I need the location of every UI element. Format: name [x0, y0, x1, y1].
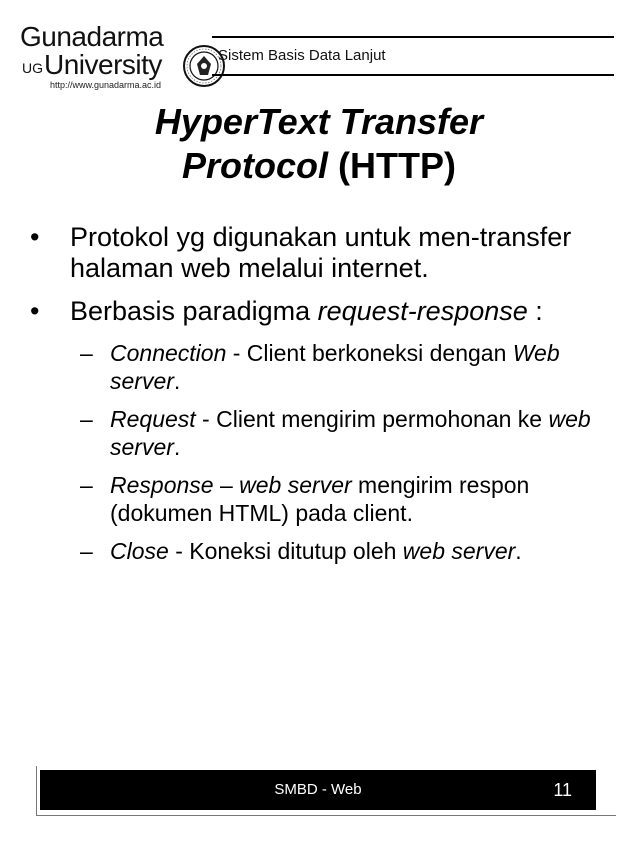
bullet-text-after: : [527, 296, 543, 326]
dash-icon: – [80, 340, 93, 366]
course-title: Sistem Basis Data Lanjut [218, 47, 386, 64]
sub-bullet-italic: web server [239, 472, 352, 498]
header-bar [212, 36, 614, 76]
title-http: (HTTP) [328, 145, 456, 186]
university-logo [20, 22, 210, 94]
bullet-dot-icon: • [30, 296, 40, 326]
logo-url: http://www.gunadarma.ac.id [50, 80, 162, 90]
sub-bullet-item [30, 405, 620, 461]
sub-bullet-italic: Web server [110, 340, 560, 394]
sub-bullet-italic: web server [402, 538, 516, 564]
dash-icon: – [80, 472, 93, 498]
title-line-2 [0, 144, 638, 188]
bullet-italic-text: request-response [317, 296, 528, 326]
dash-icon: – [80, 538, 93, 564]
header-rule-bottom [212, 74, 614, 76]
sub-bullet-end: . [515, 538, 522, 564]
sub-bullet-text: - Client berkoneksi dengan [226, 340, 513, 366]
slide-title [0, 100, 638, 188]
bullet-item [30, 296, 620, 327]
bullet-text: Protokol yg digunakan untuk men-transfer halaman web melalui internet. [70, 222, 572, 283]
dash-icon: – [80, 406, 93, 432]
sub-bullet-end: mengirim respon (dokumen HTML) pada client. [110, 472, 530, 526]
title-line-1: HyperText Transfer [154, 101, 484, 142]
sub-bullet-end: . [173, 434, 181, 460]
sub-bullet-text: - Client mengirim permohonan ke [195, 406, 549, 432]
sub-bullet-item [30, 471, 620, 527]
bullet-dot-icon: • [30, 222, 40, 252]
sub-bullet-text: - Koneksi ditutup oleh [168, 538, 403, 564]
logo-text-university: University [44, 49, 162, 80]
sub-bullet-end: . [173, 368, 181, 394]
page-number: 11 [553, 780, 572, 800]
footer-bar [40, 770, 596, 810]
sub-bullet-text: – [213, 472, 240, 498]
sub-bullet-term: Connection [110, 340, 227, 366]
bullet-text: Berbasis paradigma [70, 296, 318, 326]
sub-bullet-item [30, 537, 620, 565]
title-protocol: Protocol [182, 145, 329, 186]
sub-bullet-term: Close [110, 538, 169, 564]
header-rule-top [212, 36, 614, 38]
logo-text-gunadarma: Gunadarma [20, 21, 164, 52]
footer-label: SMBD - Web [274, 781, 362, 798]
sub-bullet-term: Response [110, 472, 214, 498]
sub-bullet-italic: web server [110, 406, 591, 460]
sub-bullet-item [30, 339, 620, 395]
slide-content [30, 222, 620, 575]
bullet-item [30, 222, 620, 284]
logo-text-ug: UG [22, 60, 43, 76]
sub-bullet-term: Request [110, 406, 196, 432]
